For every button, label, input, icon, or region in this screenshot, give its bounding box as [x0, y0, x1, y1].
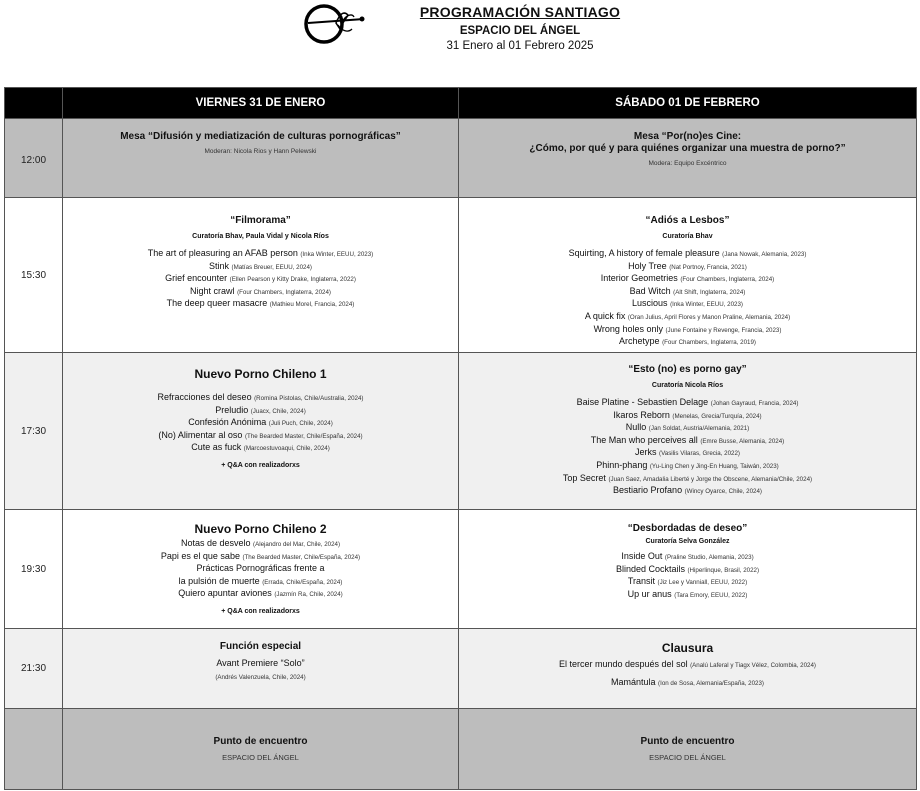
film-item — [459, 248, 916, 261]
film-title: Prácticas Pornográficas frente a — [196, 563, 325, 574]
film-title: Grief encounter — [165, 273, 228, 284]
time-cell-empty — [5, 709, 63, 790]
film-item — [459, 485, 916, 498]
film-meta: (Analú Laferal y Tiagx Vélez, Colombia, 2024) — [690, 662, 816, 669]
film-title: Confesión Anónima — [188, 417, 267, 428]
film-item — [459, 261, 916, 274]
event-moderators: Moderan: Nicola Rios y Hann Pelewski — [204, 148, 317, 155]
film-meta: (Juacx, Chile, 2024) — [250, 407, 306, 415]
film-title: Preludio — [215, 404, 249, 415]
schedule-table — [4, 87, 917, 790]
film-meta: (Oran Julius, April Flores y Manon Praline, Alemania, 2024) — [627, 313, 791, 321]
film-item — [63, 563, 458, 576]
film-title: Night crawl — [190, 285, 235, 296]
film-title: Notas de desvelo — [180, 538, 251, 548]
block-title: “Adiós a Lesbos” — [645, 215, 730, 226]
block-curators: Curatoría Nicola Ríos — [651, 382, 724, 389]
film-title: Avant Premiere “Solo” — [216, 658, 305, 668]
film-meta: (Juan Saez, Amadalia Liberté y Jorge the Obscene, Alemania/Chile, 2024) — [608, 475, 813, 483]
film-title: Mamántula — [611, 676, 656, 687]
film-title: Bad Witch — [629, 285, 671, 296]
film-title: Refracciones del deseo — [157, 392, 252, 402]
block-curators: Curatoría Bhav — [662, 233, 713, 240]
film-meta: (Juli Puch, Chile, 2024) — [268, 420, 333, 428]
film-item — [459, 659, 916, 672]
film-meta: (Menelas, Grecia/Turquía, 2024) — [672, 412, 762, 420]
film-item — [63, 538, 458, 551]
film-meta: (Andrés Valenzuela, Chile, 2024) — [215, 673, 306, 681]
block-curators: Curatoría Bhav, Paula Vidal y Nicola Ríos — [192, 233, 329, 240]
film-title: Papi es el que sabe — [160, 550, 240, 561]
film-item — [459, 551, 916, 564]
film-item — [459, 410, 916, 423]
film-meta: (Emre Busse, Alemania, 2024) — [700, 437, 785, 445]
film-item — [63, 671, 458, 684]
block-title: Nuevo Porno Chileno 1 — [194, 367, 327, 381]
film-title: Stink — [208, 260, 229, 271]
film-title: Top Secret — [562, 472, 606, 483]
film-item — [63, 286, 458, 299]
film-meta: (The Bearded Master, Chile/España, 2024) — [244, 432, 363, 440]
film-meta: (Yu-Ling Chen y Jing-En Huang, Taiwán, 2023) — [649, 462, 779, 470]
film-item — [63, 405, 458, 418]
film-item — [459, 336, 916, 349]
festival-logo — [296, 3, 370, 45]
film-item — [459, 324, 916, 337]
block-title: Clausura — [661, 641, 714, 655]
film-title: A quick fix — [584, 310, 626, 321]
header — [380, 4, 660, 52]
film-item — [63, 298, 458, 311]
time-cell: 17:30 — [5, 353, 63, 510]
film-meta: (The Bearded Master, Chile/España, 2024) — [242, 553, 361, 561]
time-cell: 21:30 — [5, 629, 63, 709]
film-meta: (Inka Winter, EEUU, 2023) — [670, 301, 743, 309]
film-title: The Man who perceives all — [590, 434, 698, 445]
event-cell — [63, 198, 459, 353]
film-meta: (Johan Gayraud, Francia, 2024) — [710, 400, 799, 407]
event-cell — [459, 198, 917, 353]
film-meta: (Errada, Chile/España, 2024) — [262, 578, 343, 586]
film-meta: (Romina Pistolas, Chile/Australia, 2024) — [254, 395, 364, 402]
film-title: Squirting, A history of female pleasure — [568, 248, 720, 258]
film-item — [63, 442, 458, 455]
film-item — [459, 286, 916, 299]
time-cell: 12:00 — [5, 119, 63, 198]
film-meta: (Four Chambers, Inglaterra, 2024) — [680, 276, 775, 284]
film-title: Baise Platine - Sebastien Delage — [576, 397, 709, 407]
event-cell — [459, 629, 917, 709]
time-cell: 19:30 — [5, 510, 63, 629]
film-meta: (Marcoestuvoaqui, Chile, 2024) — [243, 445, 330, 453]
block-title: “Desbordadas de deseo” — [627, 523, 748, 534]
film-item — [63, 551, 458, 564]
qa-note: + Q&A con realizadorxs — [221, 607, 300, 615]
block-curators: Curatoría Selva González — [645, 538, 730, 545]
film-item — [459, 447, 916, 460]
film-item — [63, 417, 458, 430]
block-title: “Filmorama” — [230, 215, 291, 226]
time-cell: 15:30 — [5, 198, 63, 353]
block-title: “Esto (no) es porno gay” — [628, 364, 747, 375]
film-meta: (Jiz Lee y Vanniall, EEUU, 2022) — [657, 579, 748, 587]
meeting-title: Punto de encuentro — [640, 736, 735, 747]
film-meta: (Inka Winter, EEUU, 2023) — [300, 251, 374, 258]
film-title: Luscious — [632, 298, 668, 309]
film-meta: (Alejandro del Mar, Chile, 2024) — [253, 541, 341, 548]
film-item — [459, 422, 916, 435]
meeting-place: ESPACIO DEL ÁNGEL — [649, 753, 726, 762]
qa-note: + Q&A con realizadorxs — [221, 461, 300, 469]
film-item — [459, 460, 916, 473]
day1-header: VIERNES 31 DE ENERO — [63, 88, 459, 119]
film-title: Quiero apuntar aviones — [178, 588, 272, 599]
film-meta: (June Fontaine y Revenge, Francia, 2023) — [665, 326, 782, 334]
film-item — [459, 435, 916, 448]
film-meta: (Four Chambers, Inglaterra, 2024) — [237, 288, 331, 296]
film-title: Ikaros Reborn — [613, 409, 670, 420]
film-title: Inside Out — [621, 551, 663, 561]
film-item — [459, 677, 916, 690]
film-title: Interior Geometries — [600, 273, 678, 284]
film-title: Cute as fuck — [191, 442, 242, 453]
film-item — [459, 473, 916, 486]
film-meta: (Matías Breuer, EEUU, 2024) — [231, 263, 312, 271]
film-meta: (Ion de Sosa, Alemania/España, 2023) — [658, 679, 764, 687]
corner-header — [5, 88, 63, 119]
film-title: Bestiario Profano — [613, 485, 683, 496]
film-title: Up ur anus — [627, 588, 672, 599]
film-title: The deep queer masacre — [166, 298, 268, 309]
film-meta: (Jana Nowak, Alemania, 2023) — [722, 251, 807, 258]
film-item — [459, 298, 916, 311]
meeting-title: Punto de encuentro — [213, 736, 308, 747]
film-item — [63, 658, 458, 671]
film-meta: (Alt Shift, Inglaterra, 2024) — [673, 288, 746, 296]
event-cell — [459, 353, 917, 510]
event-title: Mesa “Difusión y mediatización de culturas pornográficas” — [120, 131, 401, 142]
film-title: El tercer mundo después del sol — [559, 659, 688, 669]
film-meta: (Four Chambers, Inglaterra, 2019) — [662, 339, 756, 347]
event-title-line2: ¿Cómo, por qué y para quiénes organizar una muestra de porno?” — [529, 143, 846, 154]
meeting-place: ESPACIO DEL ÁNGEL — [222, 753, 299, 762]
event-cell — [63, 709, 459, 790]
film-item — [459, 397, 916, 410]
film-item — [63, 273, 458, 286]
film-item — [63, 248, 458, 261]
film-meta: (Jan Soldat, Austria/Alemania, 2021) — [648, 425, 750, 433]
block-title: Nuevo Porno Chileno 2 — [194, 522, 327, 536]
event-cell — [63, 510, 459, 629]
film-item — [459, 273, 916, 286]
film-meta: (Wincy Oyarce, Chile, 2024) — [684, 488, 762, 496]
film-item — [459, 589, 916, 602]
film-item — [63, 576, 458, 589]
film-meta: (Tara Emory, EEUU, 2022) — [674, 591, 748, 599]
event-cell — [459, 510, 917, 629]
film-title: Nullo — [625, 422, 647, 433]
event-cell — [63, 119, 459, 198]
film-title: (No) Alimentar al oso — [158, 429, 243, 440]
date-range: 31 Enero al 01 Febrero 2025 — [446, 40, 594, 52]
film-item — [63, 392, 458, 405]
event-cell — [63, 353, 459, 510]
film-title: Holy Tree — [628, 260, 667, 271]
event-cell — [459, 119, 917, 198]
film-meta: (Hiperlinque, Brasil, 2022) — [687, 566, 760, 574]
film-title: The art of pleasuring an AFAB person — [147, 248, 298, 258]
film-title: Phinn-phang — [596, 459, 648, 470]
event-cell — [63, 629, 459, 709]
page-title: PROGRAMACIÓN SANTIAGO — [419, 4, 621, 20]
film-meta: (Vasilis Vilaras, Grecia, 2022) — [659, 450, 740, 458]
day2-header: SÁBADO 01 DE FEBRERO — [459, 88, 917, 119]
venue: ESPACIO DEL ÁNGEL — [459, 25, 581, 37]
film-item — [459, 311, 916, 324]
film-title: Transit — [627, 576, 655, 587]
block-title: Función especial — [219, 641, 302, 652]
film-item — [459, 564, 916, 577]
event-title: Mesa “Por(no)es Cine: — [633, 131, 742, 142]
film-title: la pulsión de muerte — [178, 575, 260, 586]
film-title: Blinded Cocktails — [615, 563, 685, 574]
film-title: Wrong holes only — [593, 323, 663, 334]
film-item — [63, 430, 458, 443]
film-meta: (Nat Portnoy, Francia, 2021) — [669, 263, 747, 271]
event-moderators: Modera: Equipo Excéntrico — [648, 160, 727, 167]
film-item — [63, 261, 458, 274]
film-title: Jerks — [635, 447, 657, 458]
film-meta: (Mathieu Morel, Francia, 2024) — [269, 301, 355, 309]
film-item — [459, 576, 916, 589]
event-cell — [459, 709, 917, 790]
film-meta: (Jazmín Ra, Chile, 2024) — [274, 591, 343, 599]
film-meta: (Praline Studio, Alemania, 2023) — [664, 554, 754, 561]
film-item — [63, 588, 458, 601]
film-title: Archetype — [619, 336, 660, 347]
film-meta: (Ellen Pearson y Kitty Drake, Inglaterra, 2022) — [229, 276, 356, 284]
